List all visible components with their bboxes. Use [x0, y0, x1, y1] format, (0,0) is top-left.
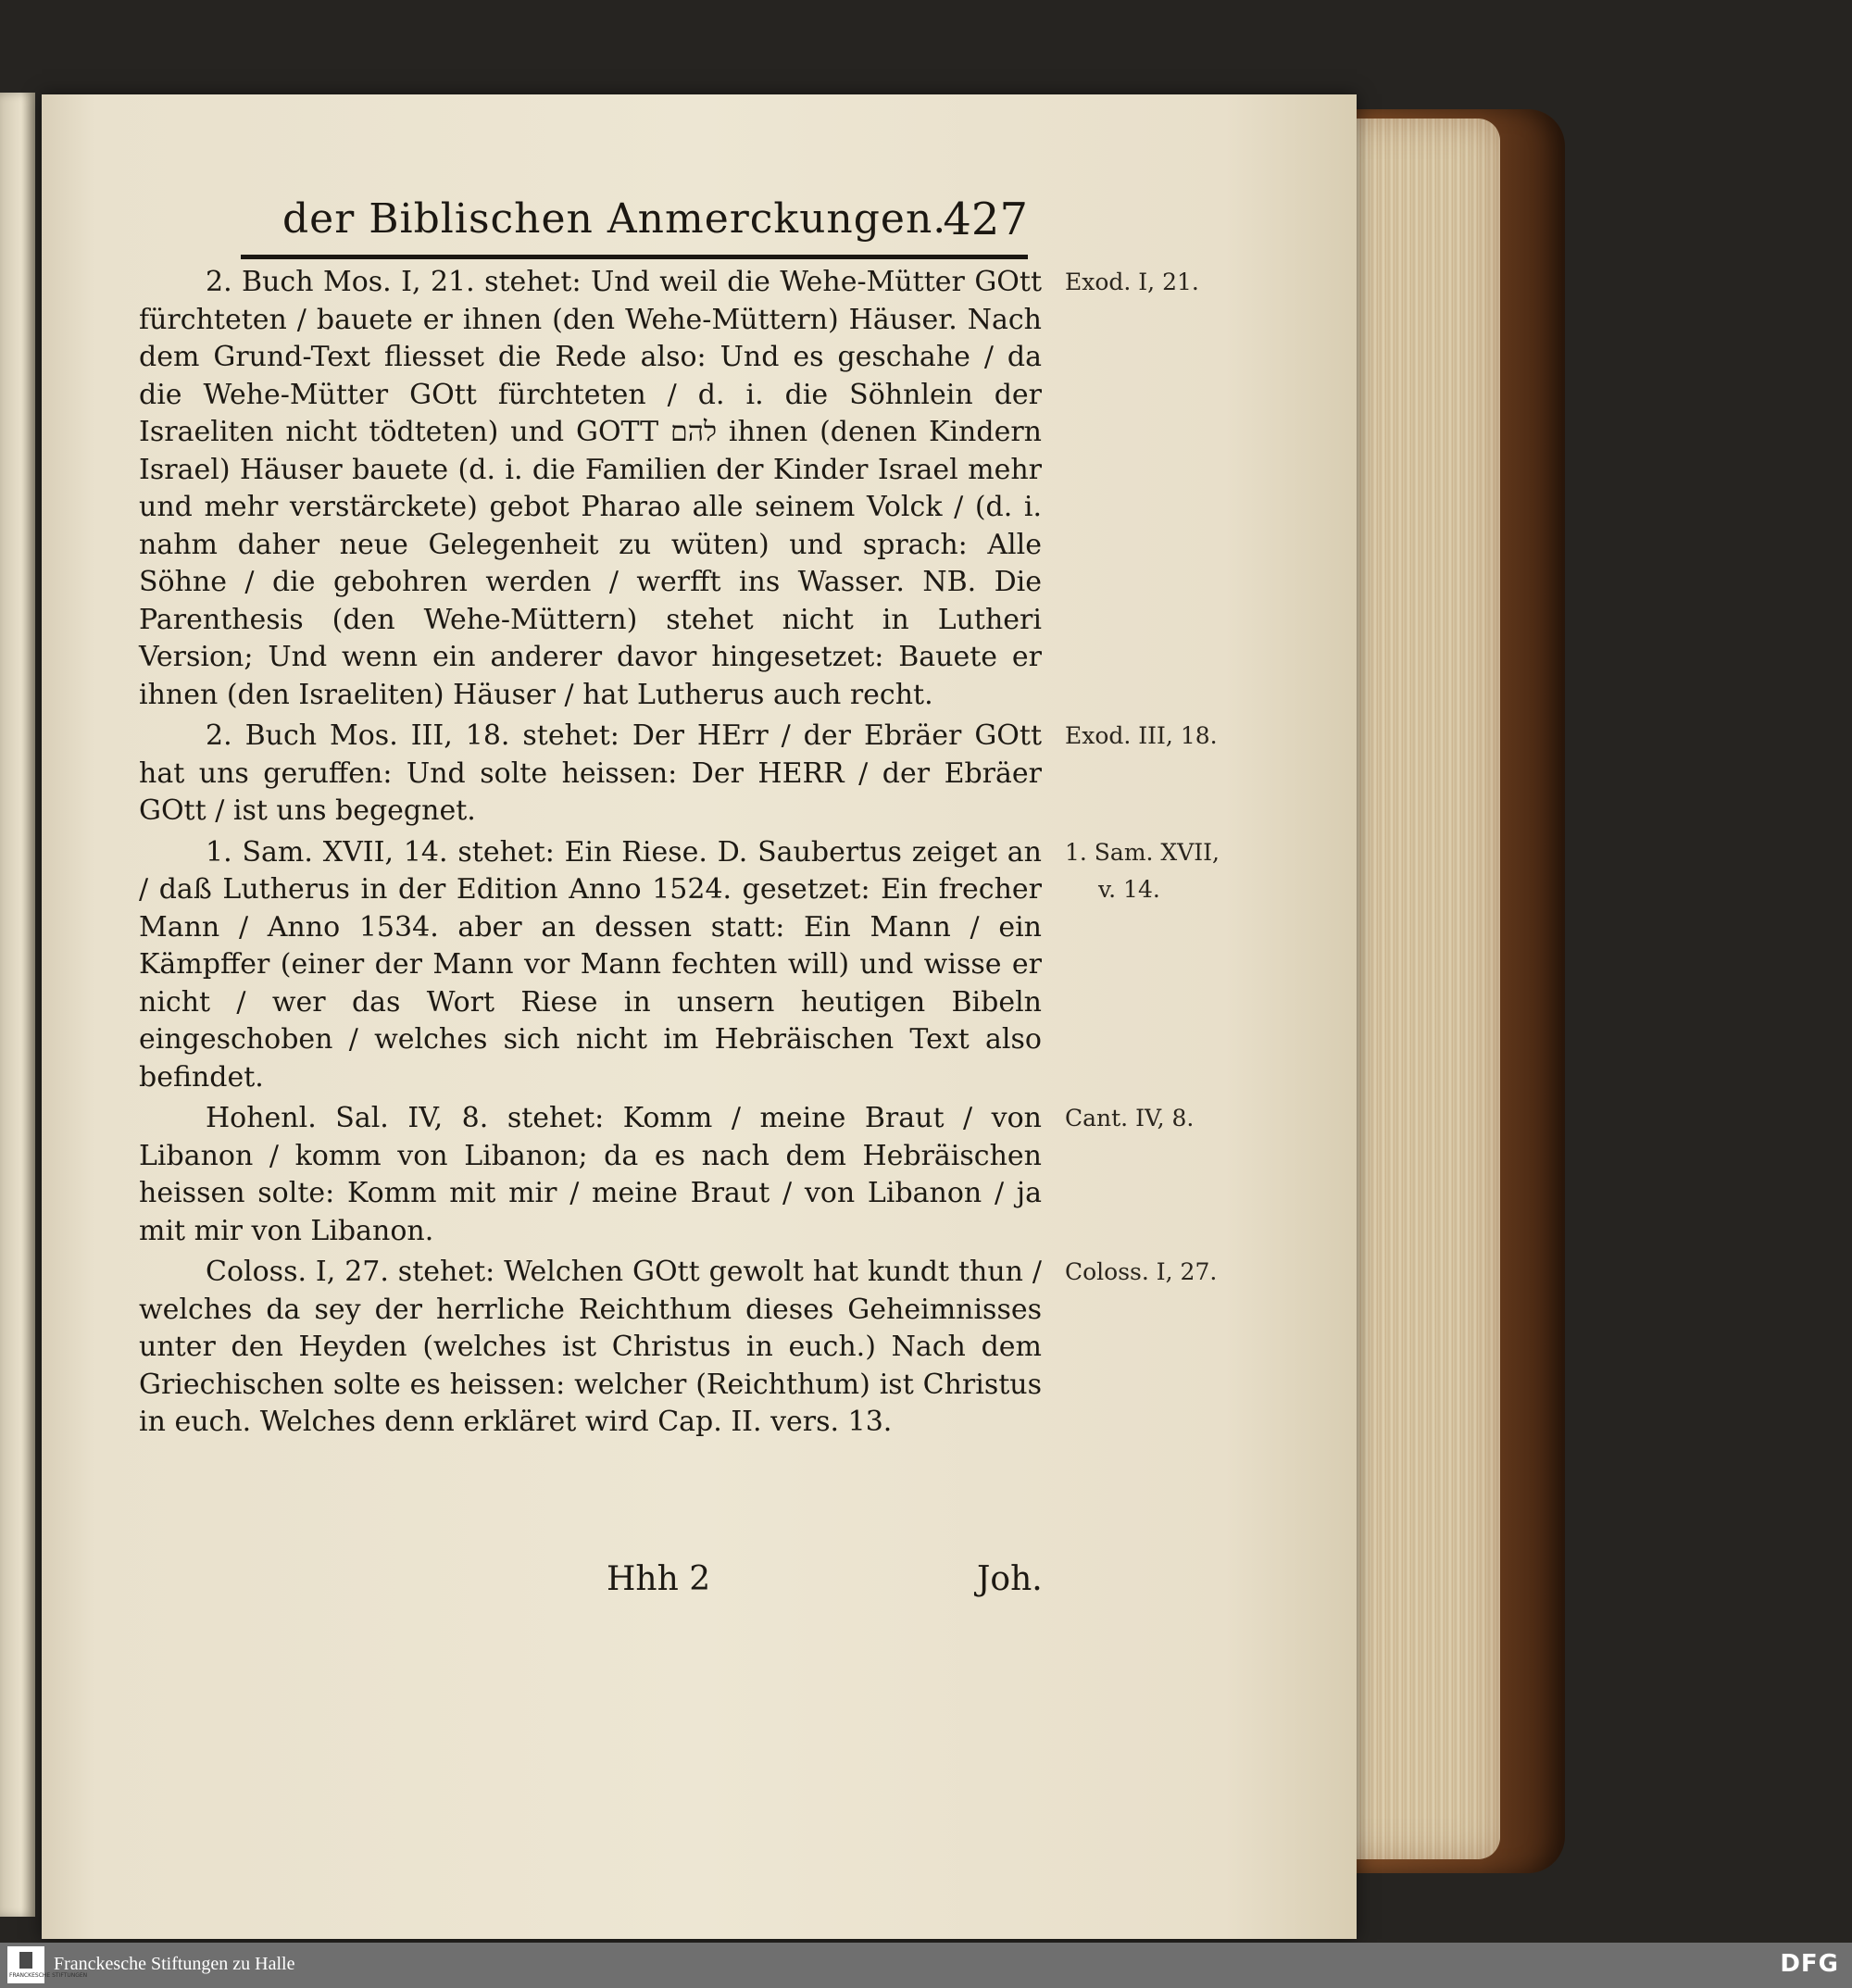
paragraph-text: 2. Buch Mos. I, 21. stehet: Und weil die Wehe-Mütter GOtt fürchteten / bauete er ihnen (den Wehe-Müttern) Häuser. Nach dem Grund-Text fliesset die Rede also: Und es geschahe / da die Wehe-Mütter GOtt fürchteten / d. i. die Söhnlein der Israeliten nicht tödteten) und GOTT להם ihnen (denen Kindern Israel) Häuser bauete (d. i. die Familien der Kinder Israel mehr und mehr verstärckete) gebot Pharao alle seinem Volck / (d. i. nahm daher neue Gelegenheit zu wüten) und sprach: Alle Söhne / die gebohren werden / werfft ins Wasser. NB. Die Parenthesis (den Wehe-Müttern) stehet nicht in Lutheri Version; Und wenn ein anderer davor hingesetzet: Bauete er ihnen (den Israeliten) Häuser / hat Lutherus auch recht. — [139, 266, 1042, 711]
margin-reference-line-2: v. 14. — [1098, 876, 1160, 903]
paragraph-sam-17 — [139, 834, 1220, 1097]
paragraph-exod-3 — [139, 718, 1218, 831]
margin-reference-line: 1. Sam. XVII, — [1065, 838, 1220, 866]
building-icon — [19, 1952, 32, 1969]
margin-reference-line: Exod. I, 21. — [1065, 269, 1199, 295]
viewer-footer — [0, 1943, 1852, 1988]
paragraph-cant-4 — [139, 1100, 1195, 1250]
signature-mark: Hhh 2 — [607, 1560, 711, 1598]
margin-reference — [1065, 1100, 1194, 1138]
paragraph-text: Coloss. I, 27. stehet: Welchen GOtt gewolt hat kundt thun / welches da sey der herrliche Reichthum dieses Geheimnisses unter den Heyden (welches ist Christus in euch.) Nach dem Griechischen solte es heissen: welcher (Reichthum) ist Christus in euch. Welches denn erkläret wird Cap. II. vers. 13. — [139, 1256, 1042, 1438]
margin-reference — [1065, 834, 1220, 909]
logo-text: FRANCKESCHE STIFTUNGEN — [9, 1972, 88, 1979]
institution-logo[interactable] — [7, 1946, 88, 1983]
margin-reference — [1065, 1254, 1217, 1292]
margin-reference — [1065, 718, 1218, 756]
institution-name[interactable]: Franckesche Stiftungen zu Halle — [54, 1954, 295, 1974]
paragraph-text: 2. Buch Mos. III, 18. stehet: Der HErr / der Ebräer GOtt hat uns geruffen: Und solte heissen: Der HERR / der Ebräer GOtt / ist uns begegnet. — [139, 719, 1042, 827]
main-text — [139, 264, 1220, 1445]
running-head — [241, 190, 1028, 259]
running-title: der Biblischen Anmerckungen. — [282, 195, 947, 243]
margin-reference-line: Cant. IV, 8. — [1065, 1105, 1195, 1132]
paragraph-coloss-1 — [139, 1254, 1218, 1442]
page-number: 427 — [943, 194, 1028, 245]
paragraph-exod-1 — [139, 264, 1199, 714]
paragraph-text: 1. Sam. XVII, 14. stehet: Ein Riese. D. Saubertus zeiget an / daß Lutherus in der Edition Anno 1524. gesetzet: Ein frecher Mann / Anno 1534. aber an dessen statt: Ein Mann / ein Kämpffer (einer der Mann vor Mann fechten will) und wisse er nicht / wer das Wort Riese in unsern heutigen Bibeln eingeschoben / welches sich nicht im Hebräischen Text also befindet. — [139, 835, 1042, 1094]
left-page-edge — [0, 93, 35, 1917]
margin-reference — [1065, 264, 1199, 302]
paragraph-text: Hohenl. Sal. IV, 8. stehet: Komm / meine Braut / von Libanon / komm von Libanon; da es nach dem Hebräischen heissen solte: Komm mit mir / meine Braut / von Libanon / ja mit mir von Libanon. — [139, 1102, 1042, 1247]
margin-reference-line: Exod. III, 18. — [1065, 722, 1218, 749]
margin-reference-line: Coloss. I, 27. — [1065, 1258, 1218, 1285]
dfg-logo[interactable]: DFG — [1780, 1950, 1839, 1978]
catchword: Joh. — [977, 1560, 1043, 1598]
